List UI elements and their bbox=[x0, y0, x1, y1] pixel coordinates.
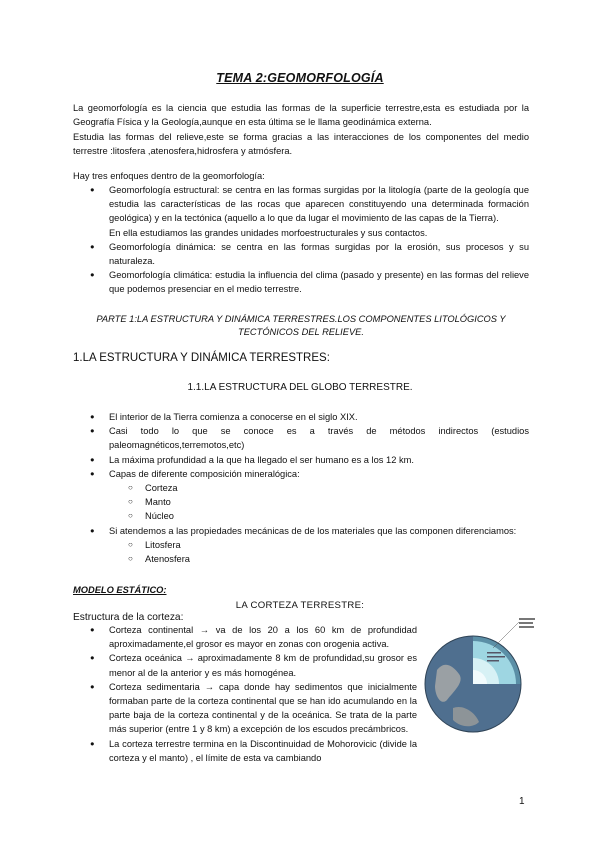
list-item: ● Si atendemos a las propiedades mecánicas de de los materiales que las componen diferenciamos: bbox=[73, 524, 529, 538]
subsection-heading: 1.1.LA ESTRUCTURA DEL GLOBO TERRESTRE. bbox=[187, 382, 413, 393]
list-item: ● El interior de la Tierra comienza a conocerse en el siglo XIX. bbox=[73, 410, 529, 424]
modelo-heading: MODELO ESTÁTICO: bbox=[73, 585, 167, 595]
list-item-continuation: En ella estudiamos las grandes unidades morfoestructurales y sus contactos. bbox=[109, 227, 428, 238]
label-mark bbox=[519, 626, 534, 628]
enfoques-list bbox=[73, 183, 529, 297]
label-mark bbox=[487, 656, 505, 658]
earth-cutaway-illustration bbox=[423, 608, 539, 750]
label-mark bbox=[519, 622, 533, 624]
page-title: TEMA 2:GEOMORFOLOGÍA bbox=[216, 71, 384, 85]
sub-list-item: ○ Manto bbox=[73, 495, 529, 509]
label-mark bbox=[487, 652, 501, 654]
sub-list-item: ○ Atenosfera bbox=[73, 552, 529, 566]
corteza-heading: LA CORTEZA TERRESTRE: bbox=[235, 600, 365, 611]
corteza-list bbox=[73, 623, 417, 765]
section-heading: 1.LA ESTRUCTURA Y DINÁMICA TERRESTRES: bbox=[73, 352, 330, 364]
globo-list bbox=[73, 410, 529, 566]
label-mark bbox=[487, 660, 499, 662]
parte-heading: PARTE 1:LA ESTRUCTURA Y DINÁMICA TERRESTRES.LOS COMPONENTES LITOLÓGICOS Y TECTÓNICOS DEL RELIEVE. bbox=[96, 314, 506, 337]
sub-list-item: ○ Corteza bbox=[73, 481, 529, 495]
enfoques-lead: Hay tres enfoques dentro de la geomorfología: bbox=[73, 171, 265, 181]
label-leader bbox=[493, 622, 519, 648]
list-item: ● Corteza sedimentaria → capa donde hay sedimentos que inicialmente formaban parte de la corteza continental que se han ido acumulando en la parte baja de la corteza continental y de la oceánica. Se trata de la parte más superior (entre 1 y 8 km) a excepción de los escudos precámbricos. bbox=[73, 680, 417, 737]
label-mark bbox=[519, 618, 535, 620]
list-item: ● La corteza terrestre termina en la Discontinuidad de Mohorovicic (divide la corteza y el manto) , el límite de esta va cambiando bbox=[73, 737, 417, 765]
list-item: ● Geomorfología dinámica: se centra en las formas surgidas por la erosión, sus procesos y su naturaleza. bbox=[73, 240, 529, 268]
earth-cutaway-svg bbox=[423, 608, 539, 750]
sub-list-item: ○ Núcleo bbox=[73, 509, 529, 523]
list-item: ● Geomorfología estructural: se centra en las formas surgidas por la litología (parte de la geología que estudia las características de las rocas que aparecen constituyendo una determinada formación geológica) y en la tectónica (aquello a lo que da lugar el movimiento de las capas de la Tierra). bbox=[73, 183, 529, 226]
list-item: ● Casi todo lo que se conoce es a través de métodos indirectos (estudios paleomagnéticos,terremotos,etc) bbox=[73, 424, 529, 452]
intro-paragraph-2: Estudia las formas del relieve,este se forma gracias a las interacciones de los componentes del medio terrestre :litosfera ,atenosfera,hidrosfera y atmósfera. bbox=[73, 132, 529, 157]
sub-list-item: ○ Litosfera bbox=[73, 538, 529, 552]
intro-paragraph-1: La geomorfología es la ciencia que estudia las formas de la superficie terrestre,esta es estudiada por la Geografía Física y la Geología,aunque en esta última se le llama geodinámica externa. bbox=[73, 103, 529, 128]
estructura-label: Estructura de la corteza: bbox=[73, 612, 184, 623]
list-item: ● La máxima profundidad a la que ha llegado el ser humano es a los 12 km. bbox=[73, 453, 529, 467]
page-number: 1 bbox=[519, 796, 525, 807]
list-item: ● Geomorfología climática: estudia la influencia del clima (pasado y presente) en las formas del relieve que podemos presenciar en el medio terrestre. bbox=[73, 268, 529, 296]
list-item: ● Corteza oceánica → aproximadamente 8 km de profundidad,su grosor es menor al de la anterior y es más homogénea. bbox=[73, 651, 417, 679]
list-item: ● Capas de diferente composición mineralógica: bbox=[73, 467, 529, 481]
list-item: ● Corteza continental → va de los 20 a los 60 km de profundidad aproximadamente,el grosor es mayor en zonas con orogenia activa. bbox=[73, 623, 417, 651]
